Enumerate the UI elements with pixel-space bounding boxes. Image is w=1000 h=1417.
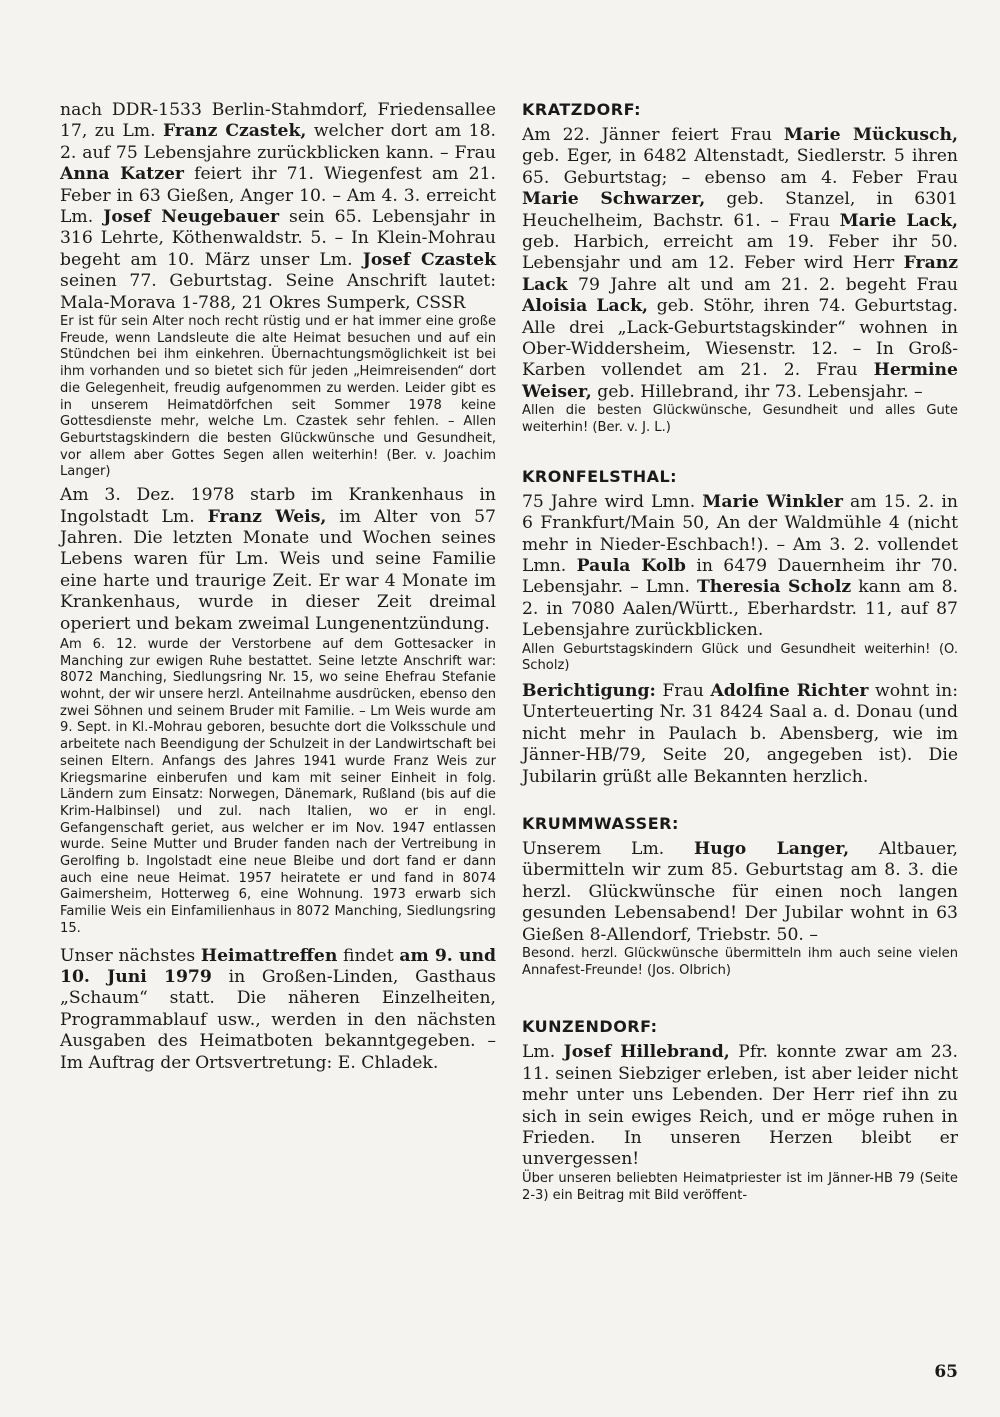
bold-name: Marie Lack, [839,210,958,231]
section-note: Über unseren beliebten Heimatpriester ist im Jänner-HB 79 (Seite 2-3) ein Beitrag mit Bild veröffent- [522,1170,958,1203]
right-column [522,100,958,1204]
section-body [522,839,958,946]
bold-name: Josef Czastek [362,249,497,270]
bold-name: Josef Hillebrand, [563,1042,730,1063]
paragraph-heimattreffen [60,946,496,1074]
section-note: Allen die besten Glückwünsche, Gesundheit und alles Gute weiterhin! (Ber. v. J. L.) [522,403,958,435]
text-run: geb. Stöhr, ihren 74. Geburtstag. Alle drei „Lack-Geburtstagskinder“ wohnen in Ober-Widdersheim, Wiesenstr. 12. – In Groß-Karben vollendet am 21. 2. Frau [522,296,958,381]
text-run: Am 22. Jänner feiert Frau [522,125,784,145]
bold-name: am 9. und 10. Juni 1979 [60,945,497,987]
bold-name: Anna Katzer [60,164,184,185]
bold-name: Adolfine Richter [710,680,869,701]
text-run: 79 Jahre alt und am 21. 2. begeht Frau [567,274,958,295]
bold-name: Paula Kolb [576,555,686,576]
section-note: Besond. herzl. Glückwünsche übermitteln ihm auch seine vielen Annafest-Freunde! (Jos. Olbrich) [522,946,958,978]
bold-name: Marie Mückusch, [783,125,958,145]
text-run: Pfr. konnte zwar am 23. 11. seinen Siebziger erleben, ist aber leider nicht mehr unter uns Lebenden. Der Herr rief ihn zu sich in sein ewiges Reich, und er möge ruhen in Frieden. In unseren Herzen bleibt er unvergessen! [522,1042,959,1170]
text-run: Unser nächstes [60,945,201,966]
bold-name: Hugo Langer, [694,838,850,859]
text-run: sein 65. Lebensjahr in 316 Lehrte, Köthenwaldstr. 5. – In Klein-Mohrau begeht am 10. März unser Lm. [60,207,497,270]
bold-name: Theresia Scholz [696,577,852,598]
text-run: geb. Hillebrand, ihr 73. Lebensjahr. – [591,381,923,402]
section-body [522,1042,958,1170]
bold-name: Aloisia Lack, [522,296,649,317]
paragraph-czastek-details: Er ist für sein Alter noch recht rüstig und er hat immer eine große Freude, wenn Landsleute die alte Heimat besuchen und auf ein Stündchen bei ihm einkehren. Übernachtungsmöglichkeit ist bei ihm vorhanden und so bietet sich für jeden „Heimreisenden“ dort die Gelegenheit, freudig aufgenommen zu werden. Leider gibt es in unserem Heimatdörfchen seit Sommer 1978 keine Gottesdienste mehr, welche Lm. Czastek sehr fehlen. – Allen Geburtstagskindern die besten Glückwünsche und Gesundheit, vor allem aber Gottes Segen allen weiterhin! (Ber. v. Joachim Langer) [60,314,496,480]
bold-name: Franz Czastek, [163,121,307,142]
text-run: in Großen-Linden, Gasthaus „Schaum“ statt. Die näheren Einzelheiten, Programmablauf usw., werden in den nächsten Ausgaben des Heimatboten bekanntgegeben. – Im Auftrag der Ortsvertretung: E. Chladek. [60,967,496,1073]
text-run: nach DDR-1533 Berlin-Stahmdorf, Friedensallee 17, zu Lm. [60,100,496,142]
text-run: geb. Stanzel, in 6301 Heuchelheim, Bachstr. 61. – Frau [522,189,958,231]
bold-name: Berichtigung: [522,680,656,701]
text-run: Frau [655,680,711,701]
text-run: im Alter von 57 Jahren. Die letzten Monate und Wochen seines Lebens waren für Lm. Weis und seine Familie eine harte und traurige Zeit. Er war 4 Monate im Krankenhaus, wurde in dieser Zeit dreimal operiert und bekam zweimal Lungenentzündung. [60,506,496,634]
section-body [522,492,958,642]
section-kratzdorf [522,100,958,437]
text-run: Am 3. Dez. 1978 starb im Krankenhaus in Ingolstadt Lm. [60,485,496,527]
text-run: Lm. [522,1042,564,1063]
text-run: wohnt in: Unterteuerting Nr. 31 8424 Saal a. d. Donau (und nicht mehr in Paulach b. Abensberg, wie im Jänner-HB/79, Seite 20, angegeben ist). Die Jubilarin grüßt alle Bekannten herzlich. [522,680,958,787]
section-kronfelsthal [522,467,958,788]
paragraph-weis-death [60,485,496,635]
section-heading: KRUMMWASSER: [522,813,679,833]
text-run: findet [337,945,400,966]
text-run: kann am 8. 2. in 7080 Aalen/Württ., Eberhardstr. 11, auf 87 Lebensjahre zurückblicken. [522,577,958,641]
bold-name: Franz Weis, [207,506,327,527]
bold-name: Heimattreffen [200,945,338,966]
bold-name: Josef Neugebauer [103,207,280,228]
page-number: 65 [934,1362,958,1382]
text-run: in 6479 Dauernheim ihr 70. Lebensjahr. – Lmn. [522,555,958,598]
text-run: geb. Eger, in 6482 Altenstadt, Siedlerstr. 5 ihren 65. Geburtstag; – ebenso am 4. Feber Frau [522,146,958,188]
section-heading: KUNZENDORF: [522,1017,658,1037]
section-kunzendorf [522,1017,958,1204]
paragraph-czastek [60,100,496,314]
text-run: Unserem Lm. [522,838,695,859]
section-note: Allen Geburtstagskindern Glück und Gesundheit weiterhin! (O. Scholz) [522,641,958,674]
bold-name: Marie Winkler [702,491,843,512]
text-run: seinen 77. Geburtstag. Seine Anschrift lautet: Mala-Morava 1-788, 21 Okres Sumperk, CSSR [60,271,496,313]
text-run: welcher dort am 18. 2. auf 75 Lebensjahre zurückblicken kann. – Frau [60,121,497,163]
bold-name: Hermine Weiser, [522,360,958,402]
section-heading: KRATZDORF: [522,100,642,119]
text-run: am 15. 2. in 6 Frankfurt/Main 50, An der Waldmühle 4 (nicht mehr in Nieder-Eschbach!). – Am 3. 2. vollendet Lmn. [522,491,958,576]
text-run: feiert ihr 71. Wiegenfest am 21. Feber in 63 Gießen, Anger 10. – Am 4. 3. erreicht Lm. [60,164,496,228]
left-column [60,100,496,1074]
paragraph-weis-biography: Am 6. 12. wurde der Verstorbene auf dem Gottesacker in Manching zur ewigen Ruhe bestattet. Seine letzte Anschrift war: 8072 Manching, Siedlungsring Nr. 15, wo seine Ehefrau Stefanie wohnt, der wir unsere herzl. Anteilnahme ausdrücken, ebenso den zwei Söhnen und seinem Bruder mit Familie. – Lm Weis wurde am 9. Sept. in Kl.-Mohrau geboren, besuchte dort die Volksschule und arbeitete nach Beendigung der Schulzeit in der Landwirtschaft bei seinen Eltern. Anfangs des Jahres 1941 wurde Franz Weis zur Kriegsmarine einberufen und kam mit seiner Einheit in folg. Ländern zum Einsatz: Norwegen, Dänemark, Rußland (bis auf die Krim-Halbinsel) und zul. nach Italien, wo er in engl. Gefangenschaft geriet, aus welcher er im Nov. 1947 entlassen wurde. Seine Mutter und Bruder fanden nach der Vertreibung in Gerolfing b. Ingolstadt eine neue Bleibe und dort fand er dann auch eine neue Heimat. 1957 heiratete er und fand in 8074 Gaimersheim, Hotterweg 6, eine Wohnung. 1973 erwarb sich Familie Weis ein Einfamilienhaus in 8072 Manching, Siedlungsring 15. [60,636,496,936]
section-body [522,125,958,403]
text-run: Altbauer, übermitteln wir zum 85. Geburtstag am 8. 3. die herzl. Glückwünsche für einen noch langen gesunden Lebensabend! Der Jubilar wohnt in 63 Gießen 8-Allendorf, Triebstr. 50. – [522,838,958,945]
text-run: geb. Harbich, erreicht am 19. Feber ihr 50. Lebensjahr und am 12. Feber wird Herr [522,232,958,274]
section-heading: KRONFELSTHAL: [522,466,678,486]
bold-name: Marie Schwarzer, [522,189,706,210]
section-krummwasser [522,814,958,979]
correction-paragraph [522,681,958,788]
text-run: 75 Jahre wird Lmn. [522,491,703,512]
bold-name: Franz Lack [522,253,958,295]
